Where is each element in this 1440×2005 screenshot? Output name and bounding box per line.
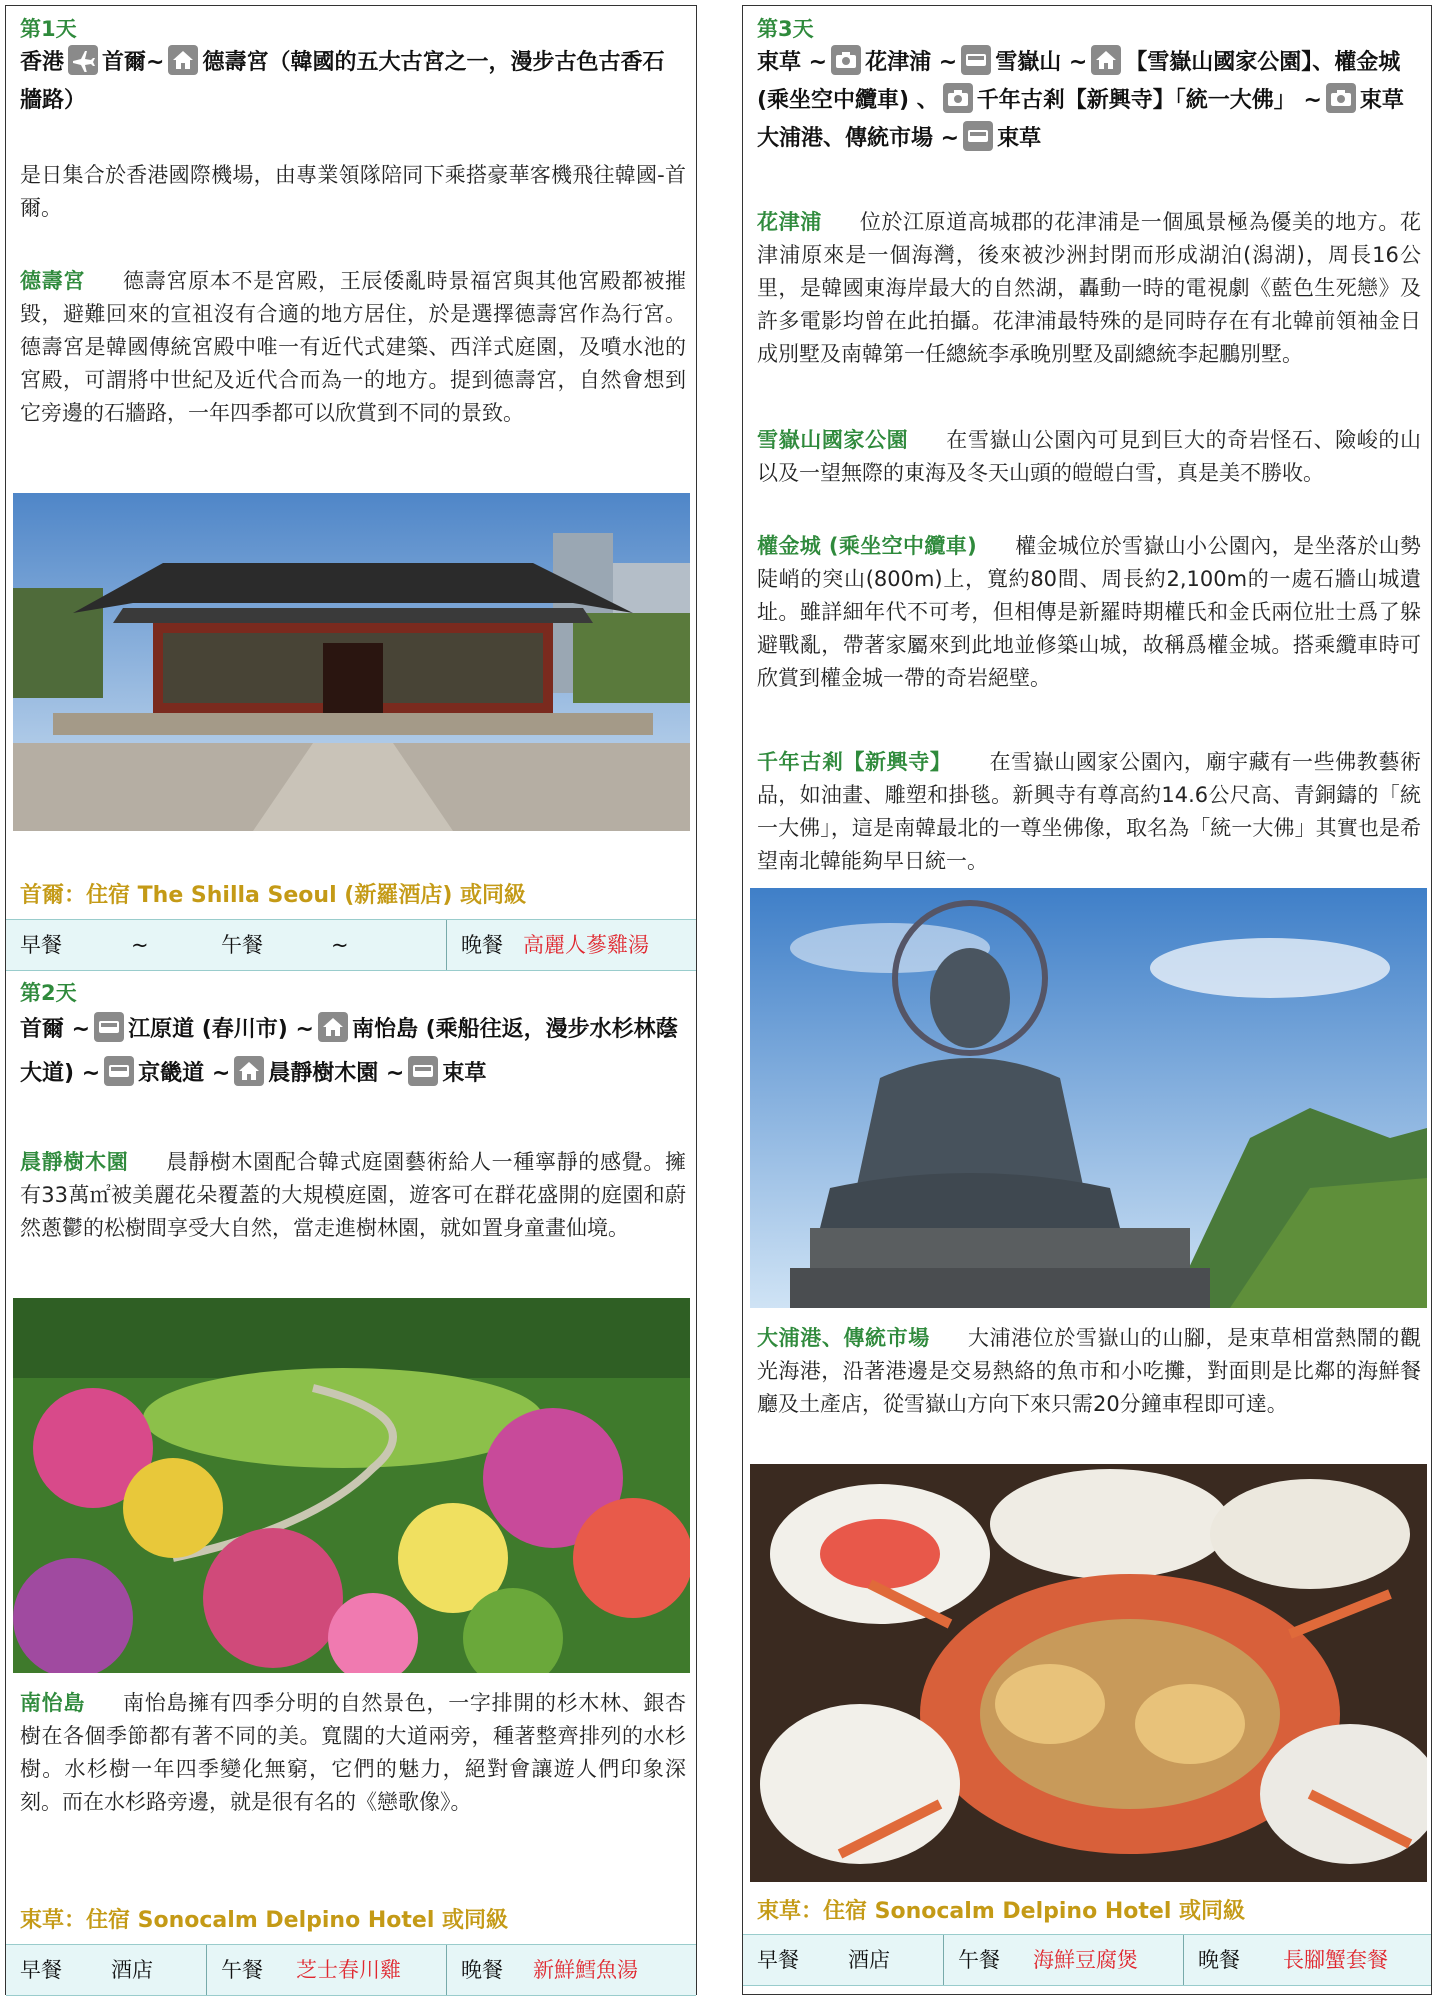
section-text: 德壽宮原本不是宮殿，王辰倭亂時景福宮與其他宮殿都被摧毀，避難回來的宣祖沒有合適的地方居住，於是選擇德壽宮作為行宮。德壽宮是韓國傳統宮殿中唯一有近代式建築、西洋式庭園，及噴水池的宮殿，可謂將中世紀及近代合而為一的地方。提到德壽宮，自然會想到它旁邊的石牆路，一年四季都可以欣賞到不同的景致。 (20, 269, 687, 425)
camera-icon (943, 83, 973, 113)
day3-section-daepo (757, 1322, 1421, 1421)
route-stop: 香港 (20, 50, 65, 75)
day3-section-gwongeumseong (757, 530, 1421, 695)
day3-section-seoraksan (757, 424, 1421, 490)
day2-title: 第2天 (20, 981, 77, 1005)
section-heading: 花津浦 (757, 210, 822, 234)
day1-intro: 是日集合於香港國際機場，由專業領隊陪同下乘搭豪華客機飛往韓國-首爾。 (20, 163, 686, 220)
route-stop: 京畿道 ~ (138, 1061, 231, 1086)
route-stop: 德壽宮（韓國的五大古宮之一，漫步古色古香石牆路） (20, 50, 665, 113)
seafood-photo (750, 1464, 1427, 1882)
day3-section-hwajinpo (757, 206, 1421, 371)
house-icon (234, 1056, 264, 1086)
lunch-label: 午餐 (221, 933, 263, 957)
day3-block (757, 14, 1417, 158)
dinner-label: 晚餐 (461, 1958, 503, 1982)
plane-icon (68, 45, 98, 75)
buddha-photo (750, 888, 1427, 1308)
lunch-label: 午餐 (221, 1958, 263, 1982)
route-stop: 南怡島 (乘船往返，漫步水杉林蔭大道) ~ (20, 1017, 678, 1086)
day1-route (20, 44, 682, 120)
section-text: 位於江原道高城郡的花津浦是一個風景極為優美的地方。花津浦原來是一個海灣，後來被沙洲封閉而形成湖泊(潟湖)，周長16公里，是韓國東海岸最大的自然湖，轟動一時的電視劇《藍色生死戀》及許多電影均曾在此拍攝。花津浦最特殊的是同時存在有北韓前領袖金日成別墅及南韓第一任總統李承晚別墅及副總統李起鵬別墅。 (757, 210, 1422, 366)
bus-icon (408, 1056, 438, 1086)
breakfast-value: 酒店 (111, 1958, 153, 1982)
section-heading: 大浦港、傳統市場 (757, 1326, 930, 1350)
route-stop: 首爾~ (102, 50, 165, 75)
section-heading: 權金城 (乘坐空中纜車) (757, 534, 977, 558)
meal-divider (943, 1935, 944, 1985)
section-heading: 德壽宮 (20, 269, 86, 293)
breakfast-value: 酒店 (848, 1948, 890, 1972)
meal-divider (1183, 1935, 1184, 1985)
day2-hotel: 束草：住宿 Sonocalm Delpino Hotel 或同級 (20, 1908, 509, 1933)
dinner-label: 晚餐 (1198, 1948, 1240, 1972)
lunch-value: ~ (331, 933, 349, 957)
section-text: 在雪嶽山國家公園內，廟宇藏有一些佛教藝術品，如油畫、雕塑和掛毯。新興寺有尊高約14.6公尺高、青銅鑄的「統一大佛」，這是南韓最北的一尊坐佛像，取名為「統一大佛」其實也是希望南北韓能夠早日統一。 (757, 750, 1422, 873)
day1-meals (6, 919, 696, 971)
route-stop: 【雪嶽山國家公園】、權金城 (乘坐空中纜車) 、 (757, 50, 1401, 113)
section-text: 在雪嶽山公園內可見到巨大的奇岩怪石、險峻的山以及一望無際的東海及冬天山頭的皚皚白雪，真是美不勝收。 (757, 428, 1421, 485)
section-text: 權金城位於雪嶽山小公園內，是坐落於山勢陡峭的突山(800m)上，寬約80間、周長約2,100m的一處石牆山城遺址。雖詳細年代不可考，但相傳是新羅時期權氏和金氏兩位壯士爲了躲避戰亂，帶著家屬來到此地並修築山城，故稱爲權金城。搭乘纜車時可欣賞到權金城一帶的奇岩絕壁。 (757, 534, 1421, 690)
section-heading: 晨靜樹木園 (20, 1150, 129, 1174)
breakfast-value: ~ (131, 933, 149, 957)
breakfast-label: 早餐 (20, 1958, 62, 1982)
route-stop: 束草大浦港、傳統市場 ~ (757, 88, 1404, 151)
garden-photo (13, 1298, 690, 1673)
route-stop: 束草 ~ (757, 50, 828, 75)
bus-icon (963, 121, 993, 151)
section-heading: 雪嶽山國家公園 (757, 428, 909, 452)
day3-title: 第3天 (757, 17, 814, 41)
camera-icon (831, 45, 861, 75)
bus-icon (104, 1056, 134, 1086)
route-stop: 晨靜樹木園 ~ (268, 1061, 405, 1086)
dinner-value: 長腳蟹套餐 (1283, 1948, 1388, 1972)
day3-section-sinheungsa (757, 746, 1421, 878)
section-text: 南怡島擁有四季分明的自然景色，一字排開的杉木林、銀杏樹在各個季節都有著不同的美。寬闊的大道兩旁，種著整齊排列的水杉樹。水杉樹一年四季變化無窮，它們的魅力，絕對會讓遊人們印象深刻。而在水杉路旁邊，就是很有名的《戀歌像》。 (20, 1691, 687, 1814)
dinner-value: 新鮮鱈魚湯 (533, 1958, 638, 1982)
section-text: 大浦港位於雪嶽山的山腳，是束草相當熱鬧的觀光海港，沿著港邊是交易熱絡的魚市和小吃攤，對面則是比鄰的海鮮餐廳及土產店，從雪嶽山方向下來只需20分鐘車程即可達。 (757, 1326, 1422, 1416)
breakfast-label: 早餐 (20, 933, 62, 957)
house-icon (318, 1012, 348, 1042)
route-stop: 雪嶽山 ~ (995, 50, 1088, 75)
deoksugung-photo (13, 493, 690, 831)
day2-route (20, 1008, 682, 1096)
dinner-value: 高麗人蔘雞湯 (523, 933, 649, 957)
itinerary-column-left (5, 5, 697, 1995)
route-stop: 千年古剎【新興寺】「統一大佛」 ~ (976, 88, 1322, 113)
lunch-value: 芝士春川雞 (296, 1958, 401, 1982)
bus-icon (961, 45, 991, 75)
meal-divider (446, 920, 447, 970)
route-stop: 束草 (997, 126, 1042, 151)
route-stop: 花津浦 ~ (865, 50, 958, 75)
house-icon (1091, 45, 1121, 75)
meal-divider (206, 1945, 207, 1995)
section-heading: 千年古剎【新興寺】 (757, 750, 952, 774)
meal-divider (446, 1945, 447, 1995)
day3-route (757, 44, 1417, 158)
day1-section-deoksugung (20, 265, 686, 430)
house-icon (168, 45, 198, 75)
lunch-value: 海鮮豆腐煲 (1033, 1948, 1138, 1972)
day3-meals (743, 1934, 1431, 1986)
day2-section-garden (20, 1146, 686, 1245)
day1-hotel: 首爾：住宿 The Shilla Seoul (新羅酒店) 或同級 (20, 883, 527, 908)
dinner-label: 晚餐 (461, 933, 503, 957)
day2-meals (6, 1944, 696, 1996)
breakfast-label: 早餐 (757, 1948, 799, 1972)
day1-block (20, 14, 682, 120)
section-text: 晨靜樹木園配合韓式庭園藝術給人一種寧靜的感覺。擁有33萬㎡被美麗花朵覆蓋的大規模庭園，遊客可在群花盛開的庭園和蔚然蔥鬱的松樹間享受大自然，當走進樹林園，就如置身童畫仙境。 (20, 1150, 687, 1240)
day2-block (20, 978, 682, 1096)
day2-section-nami (20, 1687, 686, 1819)
day3-hotel: 束草：住宿 Sonocalm Delpino Hotel 或同級 (757, 1899, 1246, 1924)
bus-icon (94, 1012, 124, 1042)
camera-icon (1326, 83, 1356, 113)
itinerary-column-right (742, 5, 1432, 1995)
day1-title: 第1天 (20, 17, 77, 41)
route-stop: 江原道 (春川市) ~ (128, 1017, 314, 1042)
lunch-label: 午餐 (958, 1948, 1000, 1972)
route-stop: 束草 (442, 1061, 487, 1086)
route-stop: 首爾 ~ (20, 1017, 91, 1042)
section-heading: 南怡島 (20, 1691, 86, 1715)
